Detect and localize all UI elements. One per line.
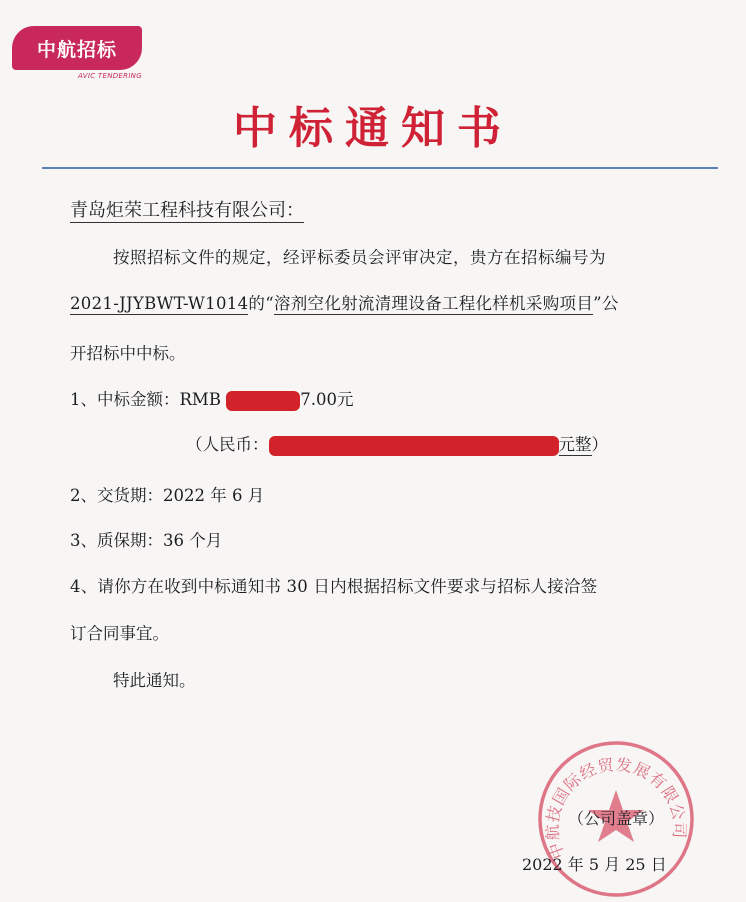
bid-amount-label: 1、中标金额：RMB [70, 390, 221, 409]
paragraph-line-3: 开招标中中标。 [70, 344, 186, 363]
item-delivery: 2、交货期：2022 年 6 月 [70, 486, 265, 505]
quote-close: ” [593, 294, 602, 313]
closing-text: 特此通知。 [113, 671, 196, 690]
title-divider [42, 167, 718, 169]
rmb-open: （人民币： [186, 435, 269, 454]
seal-text: 中航技国际经贸发展有限公司 [542, 754, 690, 862]
recipient-name: 青岛炬荣工程科技有限公司： [70, 200, 304, 221]
item-contract-cont: 订合同事宜。 [70, 624, 169, 643]
rmb-close: ） [591, 435, 608, 454]
redaction-mark [226, 391, 300, 411]
quote-open: “ [265, 294, 274, 313]
avic-tendering-logo [12, 26, 142, 88]
bid-amount-tail: 7.00元 [300, 390, 354, 409]
logo-cn-text: 中航招标 [36, 38, 117, 61]
paragraph-line-2 [70, 290, 619, 314]
gong-text: 公 [601, 294, 619, 313]
logo-en-text: AVIC TENDERING [78, 72, 142, 80]
recipient-line [70, 196, 304, 222]
item-contract: 4、请你方在收到中标通知书 30 日内根据招标文件要求与招标人接洽签 [70, 577, 598, 596]
project-name: 溶剂空化射流清理设备工程化样机采购项目 [273, 294, 594, 313]
paragraph-line-1: 按照招标文件的规定，经评标委员会评审决定，贵方在招标编号为 [113, 248, 606, 267]
de-text: 的 [248, 294, 266, 313]
rmb-tail: 元整 [558, 435, 592, 454]
tender-number: 2021-JJYBWT-W1014 [70, 294, 249, 313]
item-bid-amount [70, 386, 353, 411]
item-bid-amount-rmb [186, 431, 608, 456]
logo-badge [12, 26, 142, 70]
issue-date: 2022 年 5 月 25 日 [522, 855, 667, 874]
redaction-mark [269, 436, 559, 456]
document-title: 中标通知书 [233, 103, 513, 154]
signature-label: （公司盖章） [568, 809, 665, 828]
item-warranty: 3、质保期：36 个月 [70, 531, 223, 550]
